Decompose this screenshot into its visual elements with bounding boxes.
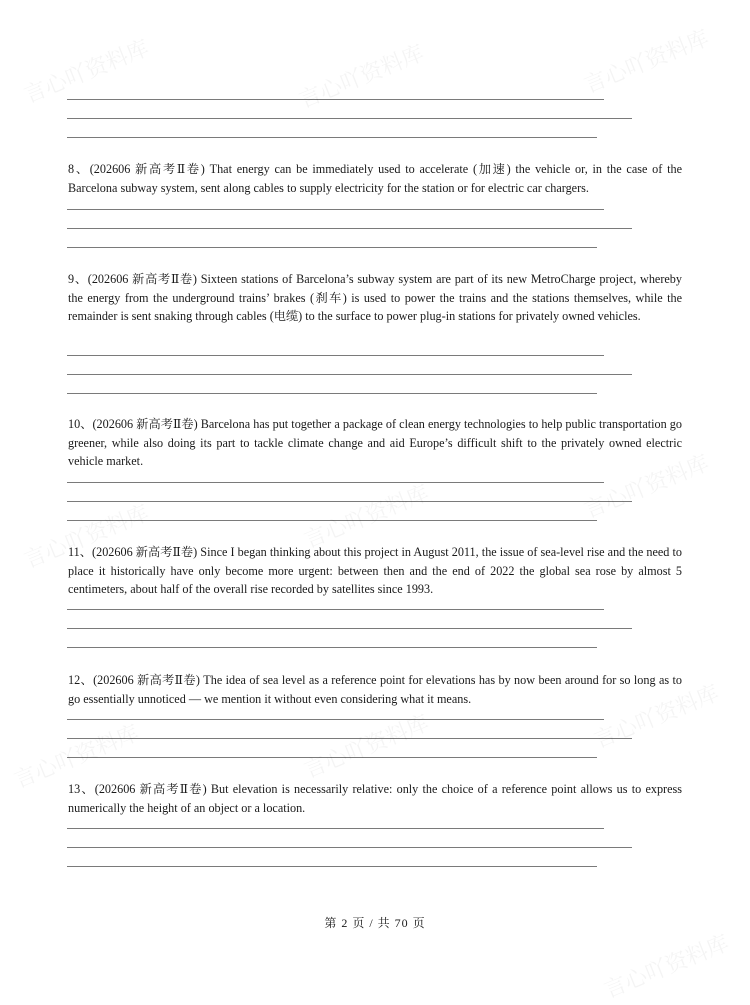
answer-line [67, 847, 632, 848]
answer-line [67, 757, 597, 758]
watermark [19, 31, 153, 109]
answer-line [67, 647, 597, 648]
page-number: 第 2 页 / 共 70 页 [324, 916, 426, 930]
question-13: 13、(202606 新高考Ⅱ卷) But elevation is necessarily relative: only the choice of a reference point allows us to express numerically the height of an object or a location. [68, 782, 682, 815]
question-12: 12、(202606 新高考Ⅱ卷) The idea of sea level as a reference point for elevations has by now been around for so long as to go essentially unnoticed — we mention it without even considering what it means. [68, 673, 682, 706]
question-8: 8、(202606 新高考Ⅱ卷) That energy can be immediately used to accelerate (加速) the vehicle or, in the case of the Barcelona subway system, sent along cables to supply electricity for the station or for electric car chargers. [68, 162, 682, 195]
answer-line [67, 828, 604, 829]
answer-line [67, 501, 632, 502]
answer-line [67, 247, 597, 248]
answer-line [67, 355, 604, 356]
answer-line [67, 609, 604, 610]
answer-lines [67, 609, 632, 648]
answer-lines [67, 99, 632, 138]
question-10: 10、(202606 新高考Ⅱ卷) Barcelona has put together a package of clean energy technologies to help public transportation go greener, while also doing its part to tackle climate change and aid Europe’s difficult shift to the privately owned electric vehicle market. [68, 417, 682, 468]
watermark [599, 926, 733, 1004]
question-11: 11、(202606 新高考Ⅱ卷) Since I began thinking about this project in August 2011, the issue of sea-level rise and the need to place it historically have only become more urgent: between then and the end of 2022 the global sea rose by almost 5 centimeters, about half of the overall rise recorded by satellites since 1993. [68, 545, 682, 596]
answer-line [67, 99, 604, 100]
answer-line [67, 118, 632, 119]
answer-line [67, 482, 604, 483]
answer-line [67, 866, 597, 867]
answer-lines [67, 719, 632, 758]
answer-lines [67, 209, 632, 248]
answer-line [67, 374, 632, 375]
answer-line [67, 628, 632, 629]
question-9: 9、(202606 新高考Ⅱ卷) Sixteen stations of Barcelona’s subway system are part of its new MetroCharge project, whereby the energy from the underground trains’ brakes (刹车) is used to power the trains and the stations themselves, while the remainder is sent snaking through cables (电缆) to the surface to power plug-in stations for privately owned vehicles. [68, 272, 682, 323]
answer-lines [67, 828, 632, 867]
answer-line [67, 228, 632, 229]
answer-lines [67, 355, 632, 394]
watermark [579, 21, 713, 99]
answer-lines [67, 482, 632, 521]
answer-line [67, 738, 632, 739]
answer-line [67, 393, 597, 394]
answer-line [67, 137, 597, 138]
answer-line [67, 719, 604, 720]
answer-line [67, 520, 597, 521]
answer-line [67, 209, 604, 210]
